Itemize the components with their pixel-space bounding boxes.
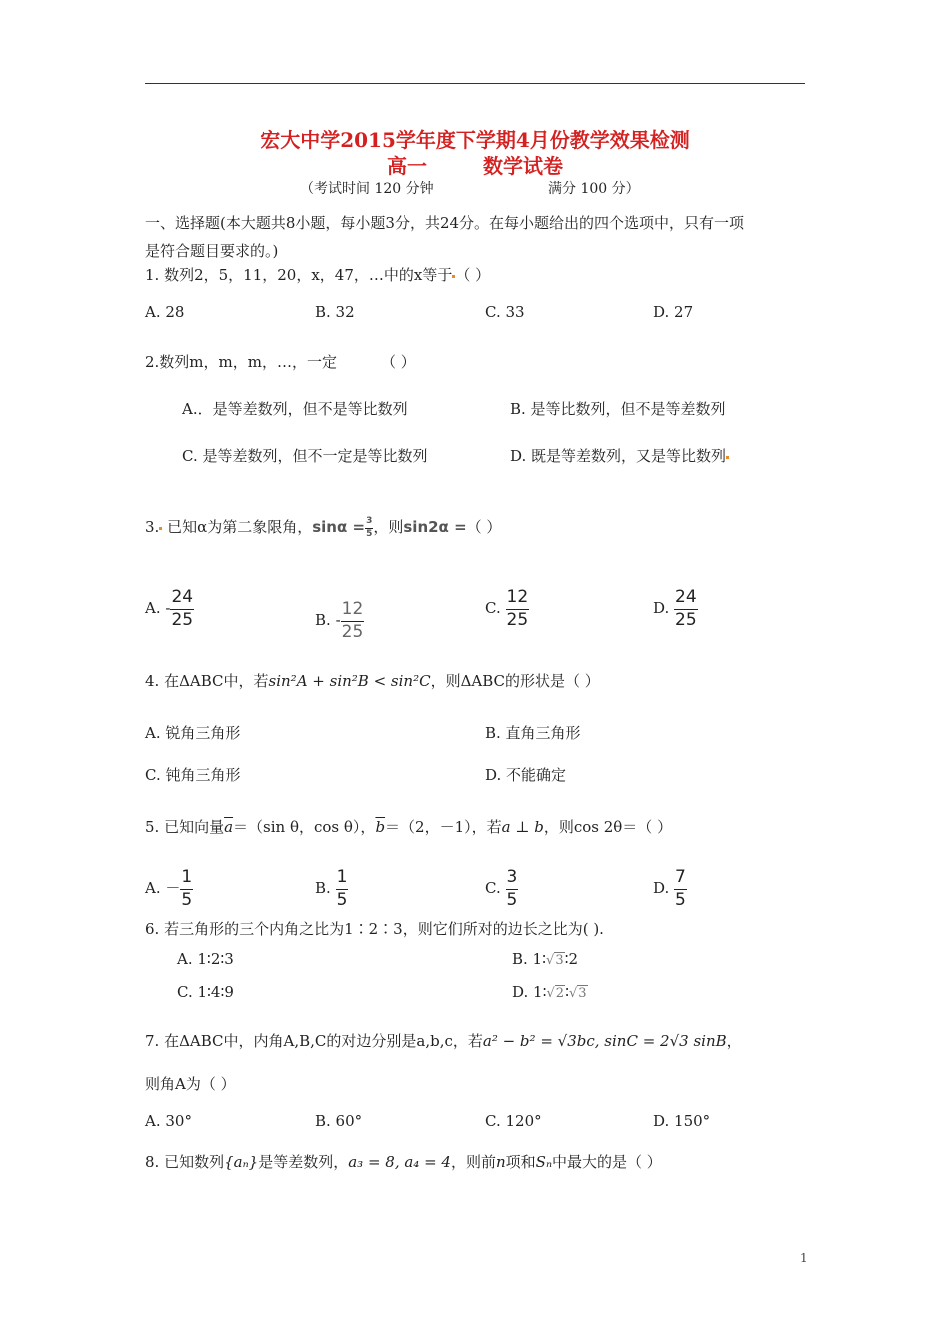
q8-terms: a₃ = 8, a₄ = 4 bbox=[348, 1153, 451, 1171]
q5-option-b: B. $\frac{1}{5}$ bbox=[315, 867, 348, 910]
sqrt-3: √3 bbox=[546, 953, 564, 968]
q1-option-b: B. 32 bbox=[315, 303, 355, 321]
q5-option-b-fraction: $\frac{1}{5}$ bbox=[336, 867, 348, 910]
q6-option-b: B. 1∶√3∶2 bbox=[512, 950, 579, 968]
q3-sin-2alpha: sin2α = bbox=[403, 518, 467, 536]
q4-text-2: ，则ΔABC的形状是（ ） bbox=[430, 672, 600, 690]
q1-stem: 1. 数列2，5，11，20，x，47，…中的x等于 bbox=[145, 266, 453, 284]
exam-time: （考试时间 120 分钟 bbox=[300, 181, 434, 197]
sequence-a-n: {aₙ} bbox=[224, 1153, 259, 1171]
q3-option-c: C. $\frac{12}{25}$ bbox=[485, 587, 529, 630]
question-2 bbox=[145, 351, 416, 372]
full-score: 满分 100 分） bbox=[548, 181, 640, 197]
section-instructions-2: 是符合题目要求的。) bbox=[145, 242, 279, 260]
q3-option-c-fraction: $\frac{12}{25}$ bbox=[506, 587, 529, 630]
question-8: 8. 已知数列{aₙ}是等差数列，a₃ = 8, a₄ = 4，则前n项和Sₙ中最大的是（ ） bbox=[145, 1153, 662, 1171]
q5-option-d-fraction: $\frac{7}{5}$ bbox=[675, 867, 686, 910]
q7-option-c: C. 120° bbox=[485, 1112, 542, 1130]
question-4 bbox=[145, 670, 600, 691]
q2-option-d: D. 既是等差数列，又是等比数列 bbox=[510, 445, 729, 466]
q4-inequality: sin²A + sin²B < sin²C bbox=[268, 672, 431, 690]
q4-text-1: 4. 在ΔABC中，若 bbox=[145, 672, 269, 690]
q4-option-a: A. 锐角三角形 bbox=[145, 724, 241, 742]
q5-option-c-fraction: $\frac{3}{5}$ bbox=[506, 867, 518, 910]
q7-option-b: B. 60° bbox=[315, 1112, 363, 1130]
q5-option-d: D. $\frac{7}{5}$ bbox=[653, 867, 686, 910]
q3-option-a: A. - $\frac{24}{25}$ bbox=[145, 587, 194, 630]
q7-condition: a² − b² = √3bc, sinC = 2√3 sinB bbox=[482, 1032, 727, 1050]
q5-option-a: A. － $\frac{1}{5}$ bbox=[145, 867, 193, 910]
q3-option-d: D. $\frac{24}{25}$ bbox=[653, 587, 697, 630]
q3-paren: （ ） bbox=[466, 518, 502, 536]
q1-paren: （ ） bbox=[455, 266, 491, 284]
question-5: 5. 已知向量$\overline{a}=(\sin$ θ，cos θ），$\overline{b}=(2$，－1），若a ⊥ b，则cos 2θ＝（ ） bbox=[145, 818, 673, 836]
perpendicular-condition: a ⊥ b bbox=[501, 818, 544, 836]
q1-option-d: D. 27 bbox=[653, 303, 694, 321]
q3-option-d-fraction: $\frac{24}{25}$ bbox=[675, 587, 697, 630]
section-instructions-1: 一、选择题(本大题共8小题，每小题3分，共24分。在每小题给出的四个选项中，只有一项 bbox=[145, 214, 745, 232]
q6-option-c: C. 1∶4∶9 bbox=[177, 983, 234, 1001]
q7-option-d: D. 150° bbox=[653, 1112, 711, 1130]
q5-option-a-fraction: $\frac{1}{5}$ bbox=[181, 867, 193, 910]
q2-paren: （ ） bbox=[380, 353, 416, 371]
q5-option-c: C. $\frac{3}{5}$ bbox=[485, 867, 518, 910]
q3-sin-alpha: sinα = bbox=[312, 518, 366, 536]
sqrt-3: √3 bbox=[568, 986, 587, 1001]
q7-line-2: 则角A为（ ） bbox=[145, 1075, 236, 1093]
sum-s-n: Sₙ bbox=[535, 1153, 553, 1171]
vector-a: $\overline{a}$ bbox=[224, 818, 234, 836]
q3-number: 3. bbox=[145, 518, 160, 536]
page-number: 1 bbox=[800, 1251, 808, 1265]
q6-option-d: D. 1∶√2∶√3 bbox=[512, 983, 587, 1001]
vector-b: $\overline{b}$ bbox=[375, 818, 386, 836]
annotation-mark bbox=[159, 527, 162, 530]
header-rule bbox=[145, 83, 805, 84]
q3-option-a-fraction: $\frac{24}{25}$ bbox=[171, 587, 194, 630]
q2-option-b: B. 是等比数列，但不是等差数列 bbox=[510, 400, 726, 418]
q2-stem: 2.数列m，m，m，…，一定 bbox=[145, 353, 337, 371]
question-3 bbox=[145, 508, 501, 546]
q3-text-2: ，则 bbox=[373, 518, 404, 536]
q2-option-a: A.．是等差数列，但不是等比数列 bbox=[182, 400, 408, 418]
q4-option-d: D. 不能确定 bbox=[485, 766, 567, 784]
q3-text-1: 已知α为第二象限角， bbox=[167, 518, 313, 536]
sqrt-2: √2 bbox=[546, 986, 565, 1001]
question-1 bbox=[145, 264, 490, 285]
q2-option-c: C. 是等差数列，但不一定是等比数列 bbox=[182, 447, 428, 465]
q3-option-b-fraction: $\frac{12}{25}$ bbox=[341, 599, 364, 642]
q1-option-a: A. 28 bbox=[145, 303, 185, 321]
q4-option-c: C. 钝角三角形 bbox=[145, 766, 241, 784]
q1-option-c: C. 33 bbox=[485, 303, 525, 321]
q3-option-b: B. - $\frac{12}{25}$ bbox=[315, 599, 364, 642]
question-6: 6. 若三角形的三个内角之比为1∶2∶3，则它们所对的边长之比为( ). bbox=[145, 920, 604, 938]
subject-label: 数学试卷 bbox=[483, 154, 563, 178]
q4-option-b: B. 直角三角形 bbox=[485, 724, 581, 742]
q6-option-a: A. 1∶2∶3 bbox=[177, 950, 234, 968]
q3-fraction-3-5: $\frac{3}{5}$ bbox=[366, 516, 373, 539]
exam-subtitle bbox=[0, 150, 950, 179]
question-7: 7. 在ΔABC中，内角A,B,C的对边分别是a,b,c，若a² − b² = √3bc, sinC = 2√3 sinB， bbox=[145, 1032, 742, 1050]
q7-option-a: A. 30° bbox=[145, 1112, 192, 1130]
exam-title: 宏大中学2015学年度下学期4月份教学效果检测 bbox=[260, 128, 690, 152]
annotation-mark bbox=[726, 456, 729, 459]
grade-label: 高一 bbox=[387, 154, 427, 178]
